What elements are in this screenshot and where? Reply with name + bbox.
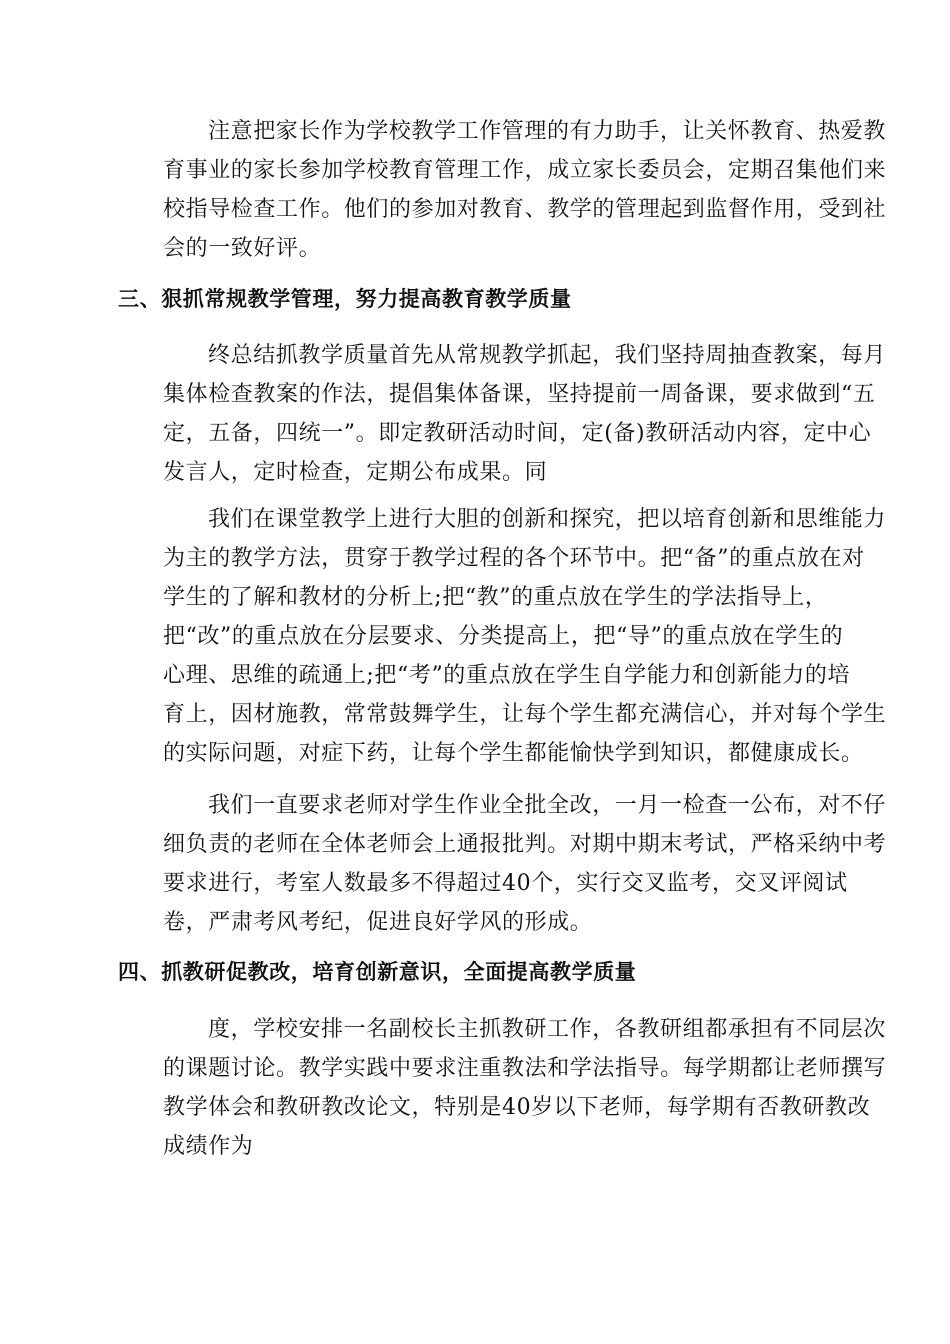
text-line: 定，五备，四统一”。即定教研活动时间，定(备)教研活动内容，定中心 [163,421,872,446]
text-line: 的实际问题，对症下药，让每个学生都能愉快学到知识，都健康成长。 [163,741,864,766]
text-line: 学生的了解和教材的分析上;把“教”的重点放在学生的学法指导上， [163,585,828,610]
text-line: 注意把家长作为学校教学工作管理的有力助手，让关怀教育、热爱教 [208,119,887,144]
text-line: 会的一致好评。 [163,236,322,261]
paragraph-homework-exams [118,786,887,942]
section-heading-4: 四、抓教研促教改，培育创新意识，全面提高教学质量 [118,960,637,984]
text-line: 要求进行，考室人数最多不得超过40个，实行交叉监考，交叉评阅试 [163,871,848,896]
text-line: 育上，因材施教，常常鼓舞学生，让每个学生都充满信心，并对每个学生 [163,702,887,727]
text-line: 发言人，定时检查，定期公布成果。同 [163,460,548,485]
paragraph-classroom-innovation [118,500,887,773]
text-line: 细负责的老师在全体老师会上通报批判。对期中期末考试，严格采纳中考 [163,832,887,857]
paragraph-parent-committee [118,112,887,268]
text-line: 教学体会和教研教改论文，特别是40岁以下老师，每学期有否教研教改 [163,1095,871,1120]
text-line: 我们在课堂教学上进行大胆的创新和探究，把以培育创新和思维能力 [208,507,887,532]
section-heading-3: 三、狠抓常规教学管理，努力提高教育教学质量 [118,287,572,311]
text-line: 把“改”的重点放在分层要求、分类提高上，把“导”的重点放在学生的 [163,624,844,649]
text-line: 集体检查教案的作法，提倡集体备课，坚持提前一周备课，要求做到“五 [163,382,876,407]
text-line: 卷，严肃考风考纪，促进良好学风的形成。 [163,910,593,935]
text-line: 终总结抓教学质量首先从常规教学抓起，我们坚持周抽查教案，每月 [208,343,887,368]
text-line: 成绩作为 [163,1134,254,1159]
text-line: 的课题讨论。教学实践中要求注重教法和学法指导。每学期都让老师撰写 [163,1056,887,1081]
text-line: 育事业的家长参加学校教育管理工作，成立家长委员会，定期召集他们来 [163,158,887,183]
paragraph-routine-teaching [118,336,887,492]
text-line: 度，学校安排一名副校长主抓教研工作，各教研组都承担有不同层次 [208,1017,887,1042]
paragraph-teaching-research [118,1010,887,1166]
text-line: 心理、思维的疏通上;把“考”的重点放在学生自学能力和创新能力的培 [163,663,851,688]
text-line: 校指导检查工作。他们的参加对教育、教学的管理起到监督作用，受到社 [163,197,887,222]
text-line: 为主的教学方法，贯穿于教学过程的各个环节中。把“备”的重点放在对 [163,546,865,571]
text-line: 我们一直要求老师对学生作业全批全改，一月一检查一公布，对不仔 [208,793,887,818]
